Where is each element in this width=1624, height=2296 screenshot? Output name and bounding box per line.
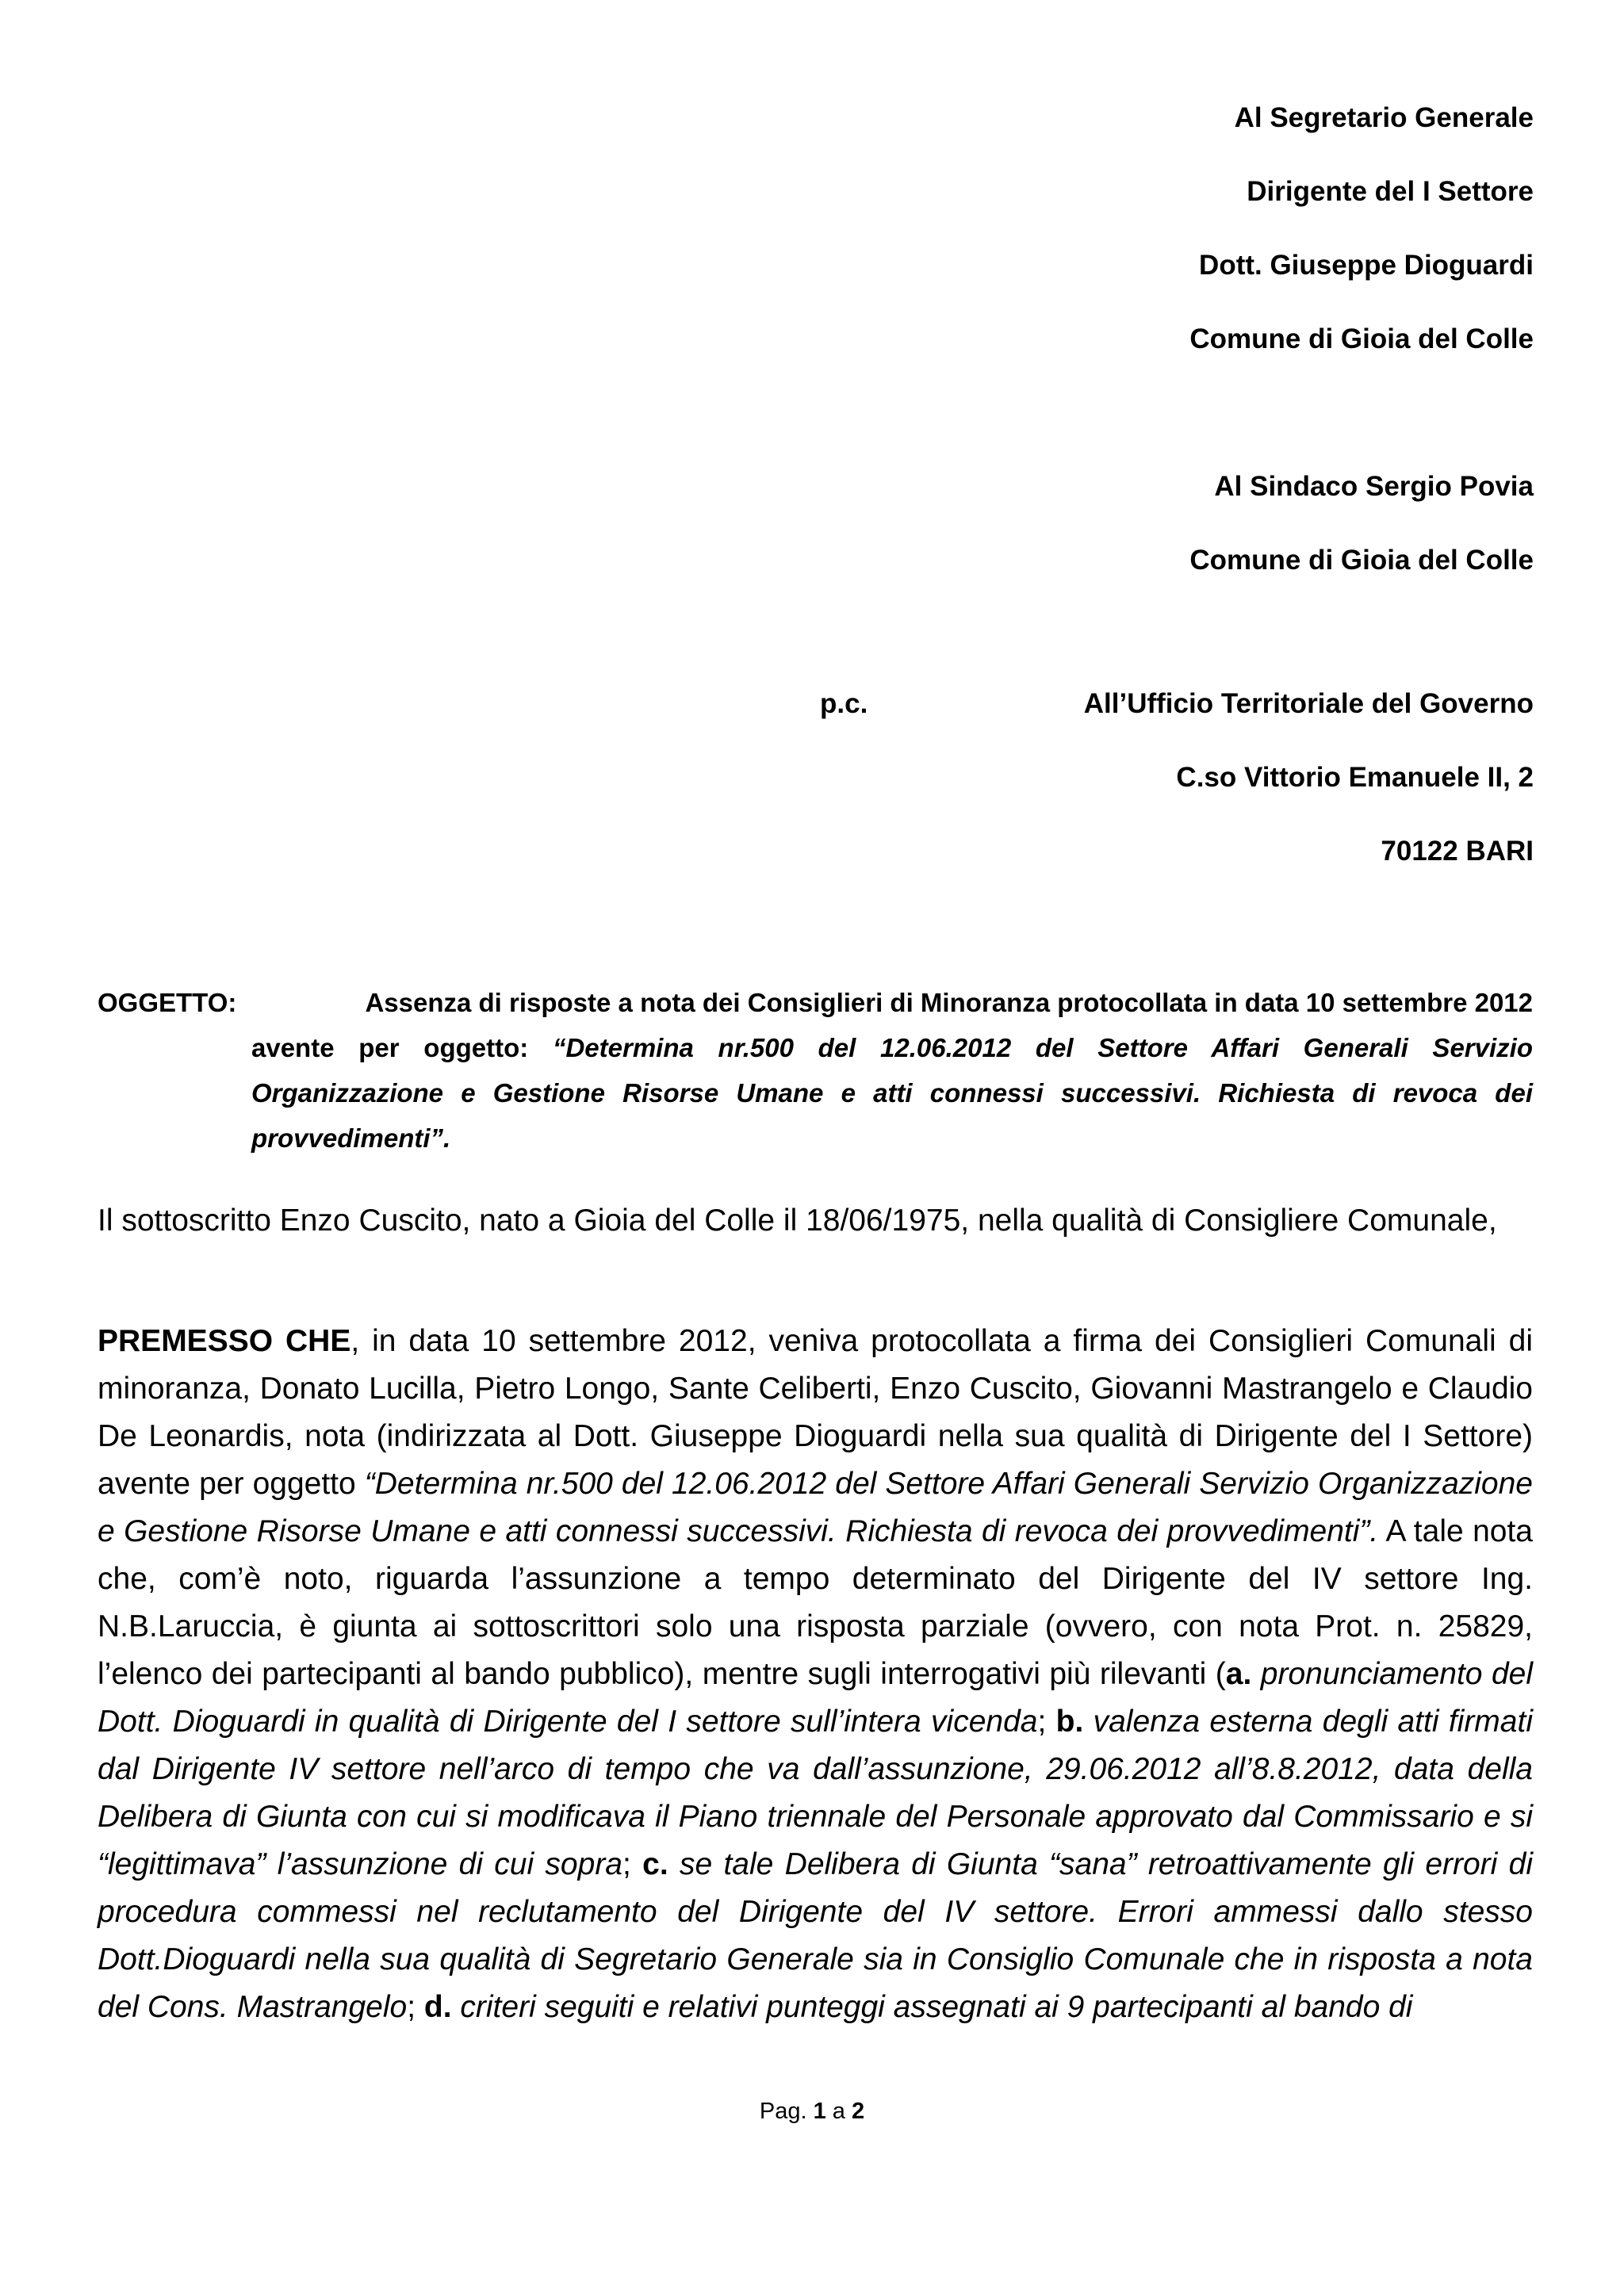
point-d-text: criteri seguiti e relativi punteggi assegnati ai 9 partecipanti al bando di [451,1990,1413,2024]
intro-paragraph: Il sottoscritto Enzo Cuscito, nato a Gioia del Colle il 18/06/1975, nella qualità di Consigliere Comunale, [98,1203,1497,1238]
total-pages: 2 [851,2099,865,2124]
recipient-line: C.so Vittorio Emanuele II, 2 [1176,762,1534,793]
point-c-label: c. [642,1847,668,1881]
recipient-line: Al Segretario Generale [1234,102,1534,133]
point-d-label: d. [423,1990,452,2024]
point-c-text: se tale Delibera di Giunta “sana” retroattivamente gli errori di procedura commessi nel reclutamento del Dirigente del IV settore. Errori ammessi dallo stesso Dott.Dioguardi nella sua qualità di Segretario Generale sia in Consiglio Comunale che in risposta a nota del Cons. Mastrangelo [98,1847,1533,2024]
copy-prefix: p.c. [820,688,868,719]
subject-continuation [251,1025,1533,1161]
premesso-paragraph: PREMESSO CHE, in data 10 settembre 2012, veniva protocollata a firma dei Consiglieri Comunali di minoranza, Donato Lucilla, Pietro Longo, Sante Celiberti, Enzo Cuscito, Giovanni Mastrangelo e Claudio De Leonardis, nota (indirizzata al Dott. Giuseppe Dioguardi nella sua qualità di Dirigente del I Settore) avente per oggetto “Determina nr.500 del 12.06.2012 del Settore Affari Generali Servizio Organizzazione e Gestione Risorse Umane e atti connessi successivi. Richiesta di revoca dei provvedimenti”. A tale nota che, com’è noto, riguarda l’assunzione a tempo determinato del Dirigente del IV settore Ing. N.B.Laruccia, è giunta ai sottoscrittori solo una risposta parziale (ovvero, con nota Prot. n. 25829, l’elenco dei partecipanti al bando pubblico), mentre sugli interrogativi più rilevanti (a. pronunciamento del Dott. Dioguardi in qualità di Dirigente del I settore sull’intera vicenda; b. valenza esterna degli atti firmati dal Dirigente IV settore nell’arco di tempo che va dall’assunzione, 29.06.2012 all’8.8.2012, data della Delibera di Giunta con cui si modificava il Piano triennale del Personale approvato dal Commissario e si “legittimava” l’assunzione di cui sopra; c. se tale Delibera di Giunta “sana” retroattivamente gli errori di procedura commessi nel reclutamento del Dirigente del IV settore. Errori ammessi dallo stesso Dott.Dioguardi nella sua qualità di Segretario Generale sia in Consiglio Comunale che in risposta a nota del Cons. Mastrangelo; d. criteri seguiti e relativi punteggi assegnati ai 9 partecipanti al bando di [98,1324,1533,2024]
recipient-line: Al Sindaco Sergio Povia [1214,471,1534,502]
subject-line: Assenza di risposte a nota dei Consiglieri di Minoranza protocollata in data 10 settembre 2012 [365,988,1533,1017]
point-a-label: a. [1225,1657,1252,1691]
recipient-line: 70122 BARI [1381,836,1534,867]
subject-label: OGGETTO: [98,988,237,1017]
current-page: 1 [813,2099,826,2124]
point-b-text: valenza esterna degli atti firmati dal Dirigente IV settore nell’arco di tempo che va dall’assunzione, 29.06.2012 all’8.8.2012, data della Delibera di Giunta con cui si modificava il Piano triennale del Personale approvato dal Commissario e si “legittimava” l’assunzione di cui sopra [98,1705,1533,1881]
recipient-line: Dirigente del I Settore [1247,176,1534,207]
premesso-lead: PREMESSO CHE [98,1324,351,1358]
recipient-line: Dott. Giuseppe Dioguardi [1199,250,1534,281]
subject-prefix: avente per oggetto: [251,1033,553,1062]
page-number: Pag. 1 a 2 [759,2099,865,2124]
recipient-line: All’Ufficio Territoriale del Governo [1083,688,1534,719]
recipient-line: Comune di Gioia del Colle [1189,323,1534,354]
subject-quoted-title: “Determina nr.500 del 12.06.2012 del Settore Affari Generali Servizio Organizzazione e Gestione Risorse Umane e atti connessi successivi. Richiesta di revoca dei provvedimenti”. [251,1033,1533,1153]
point-b-label: b. [1055,1705,1084,1739]
point-a-text: pronunciamento del Dott. Dioguardi in qualità di Dirigente del I settore sull’intera vicenda [98,1657,1533,1739]
recipient-line: Comune di Gioia del Colle [1189,545,1534,576]
